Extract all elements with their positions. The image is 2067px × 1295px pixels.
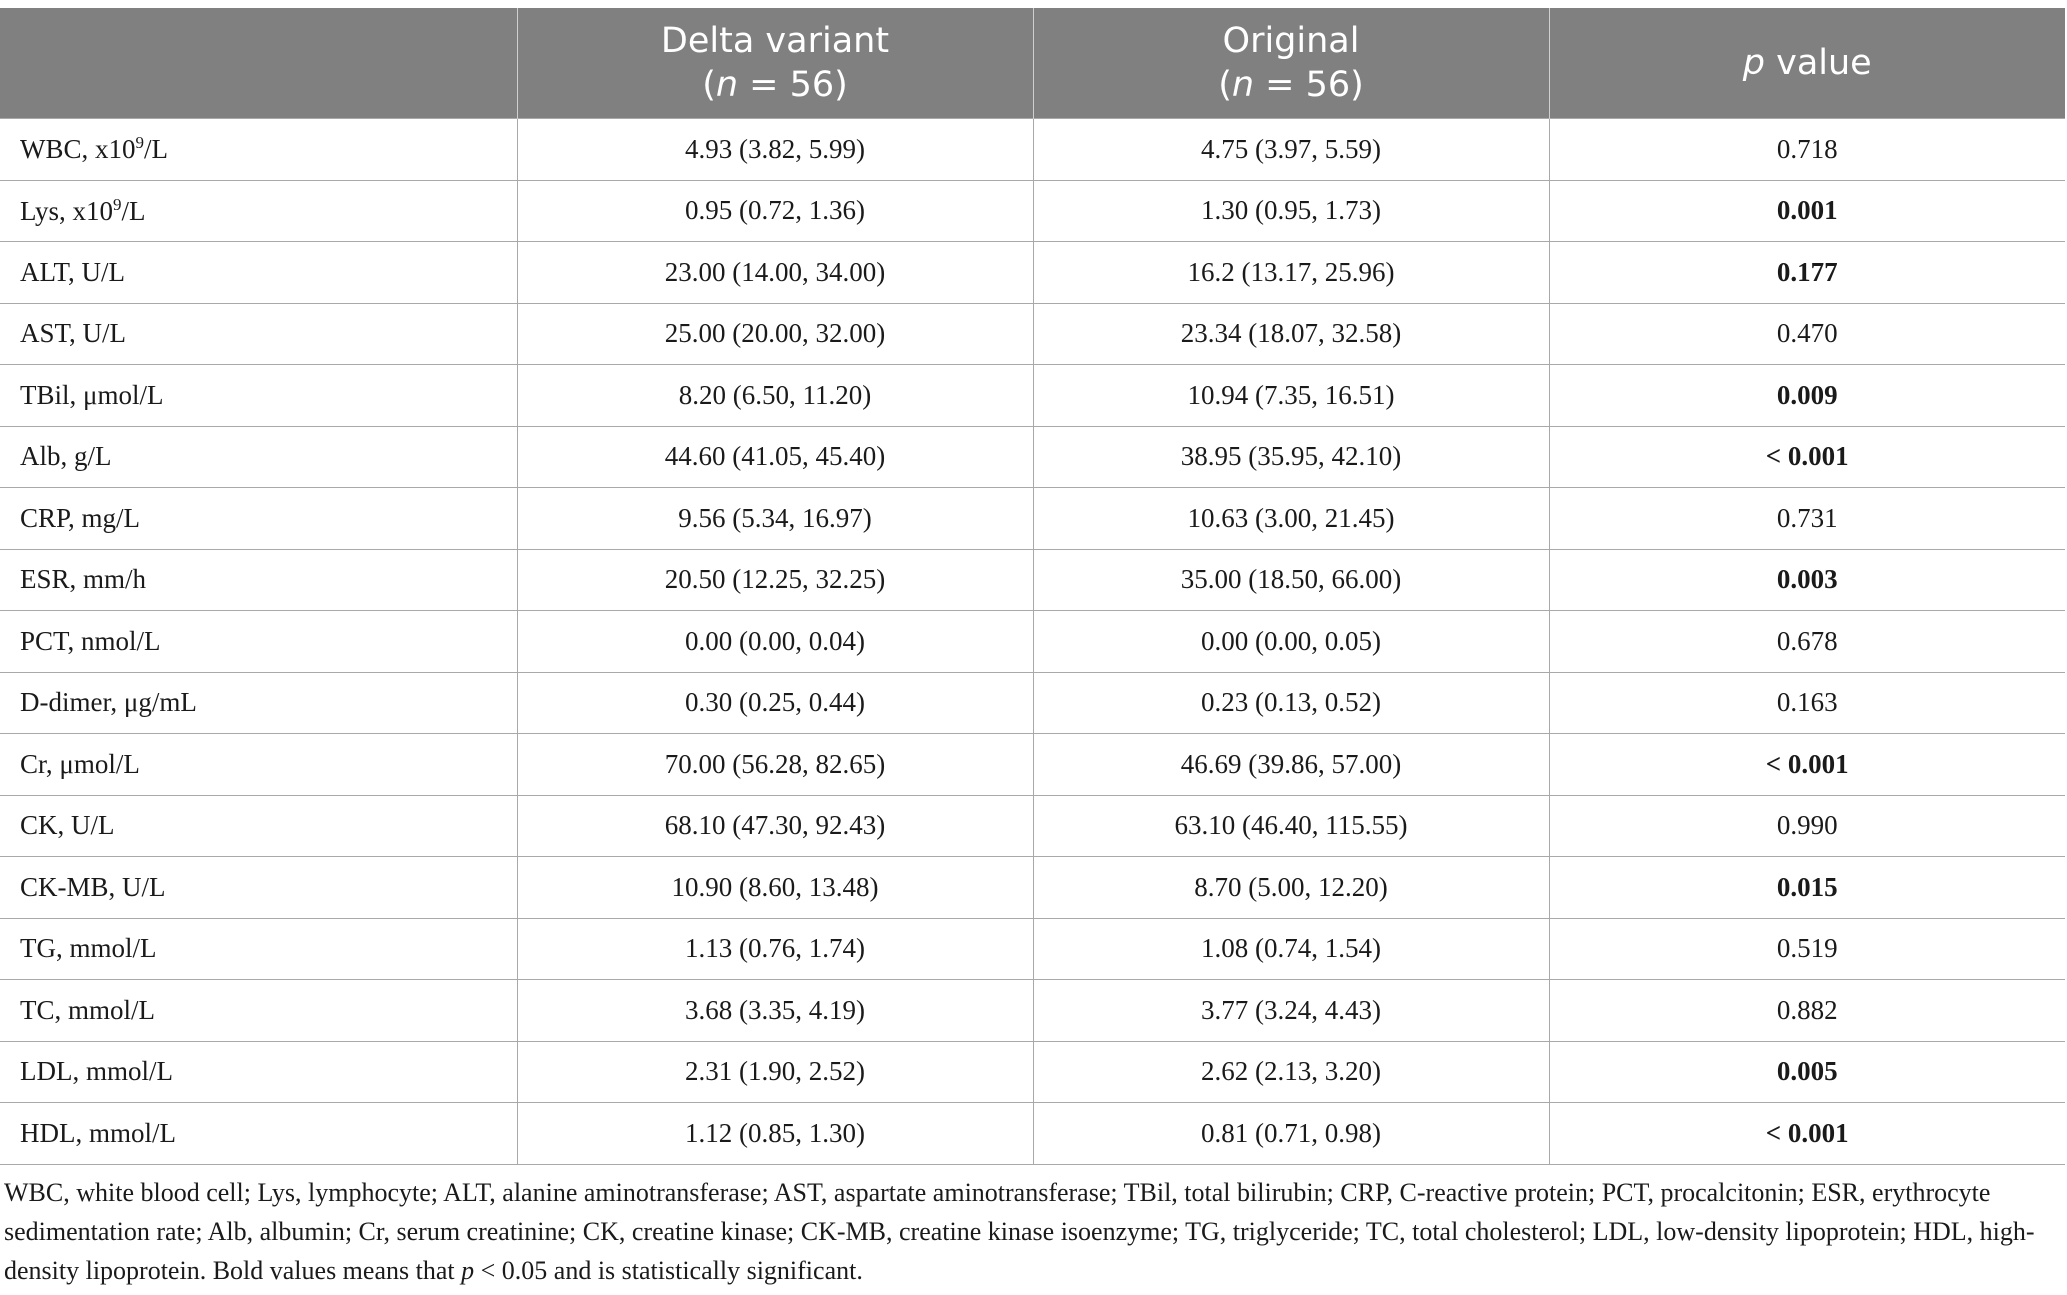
table-row xyxy=(0,1103,2065,1165)
header-delta-label: Delta variant xyxy=(660,21,890,61)
cell-delta-variant: 2.31 (1.90, 2.52) xyxy=(517,1041,1033,1103)
cell-p-value: 0.718 xyxy=(1549,119,2065,181)
cell-original: 0.23 (0.13, 0.52) xyxy=(1033,672,1549,734)
cell-delta-variant: 0.95 (0.72, 1.36) xyxy=(517,180,1033,242)
cell-original: 35.00 (18.50, 66.00) xyxy=(1033,549,1549,611)
row-label: HDL, mmol/L xyxy=(0,1103,517,1165)
table-row xyxy=(0,119,2065,181)
table-footnote: WBC, white blood cell; Lys, lymphocyte; ALT, alanine aminotransferase; AST, aspartate aminotransferase; TBil, total bilirubin; CRP, C-reactive protein; PCT, procalcitonin; ESR, erythrocyte sedimentation rate; Alb, albumin; Cr, serum creatinine; CK, creatine kinase; CK-MB, creatine kinase isoenzyme; TG, triglyceride; TC, total cholesterol; LDL, low-density lipoprotein; HDL, high-density lipoprotein. Bold values means that p < 0.05 and is statistically significant. xyxy=(4,1177,2035,1285)
cell-p-value: 0.470 xyxy=(1549,303,2065,365)
table-row xyxy=(0,549,2065,611)
cell-p-value: 0.163 xyxy=(1549,672,2065,734)
row-label: Lys, $x10^9/L$ xyxy=(0,180,517,242)
cell-delta-variant: 8.20 (6.50, 11.20) xyxy=(517,365,1033,427)
table-figure xyxy=(0,8,2067,1290)
cell-p-value: 0.678 xyxy=(1549,611,2065,673)
table-row xyxy=(0,303,2065,365)
cell-delta-variant: 10.90 (8.60, 13.48) xyxy=(517,857,1033,919)
cell-p-value: 0.177 xyxy=(1549,242,2065,304)
table-row xyxy=(0,672,2065,734)
row-label: ALT, U/L xyxy=(0,242,517,304)
cell-original: 16.2 (13.17, 25.96) xyxy=(1033,242,1549,304)
table-row xyxy=(0,857,2065,919)
table-row xyxy=(0,426,2065,488)
cell-delta-variant: 0.00 (0.00, 0.04) xyxy=(517,611,1033,673)
row-label: Alb, g/L xyxy=(0,426,517,488)
cell-delta-variant: 20.50 (12.25, 32.25) xyxy=(517,549,1033,611)
table-row xyxy=(0,1041,2065,1103)
cell-p-value: 0.005 xyxy=(1549,1041,2065,1103)
cell-original: 10.94 (7.35, 16.51) xyxy=(1033,365,1549,427)
row-label: CRP, mg/L xyxy=(0,488,517,550)
cell-original: 4.75 (3.97, 5.59) xyxy=(1033,119,1549,181)
lab-results-table xyxy=(0,8,2065,1165)
cell-p-value: 0.009 xyxy=(1549,365,2065,427)
row-label: CK-MB, U/L xyxy=(0,857,517,919)
cell-p-value: 0.001 xyxy=(1549,180,2065,242)
cell-delta-variant: 44.60 (41.05, 45.40) xyxy=(517,426,1033,488)
cell-p-value: 0.519 xyxy=(1549,918,2065,980)
cell-delta-variant: 23.00 (14.00, 34.00) xyxy=(517,242,1033,304)
table-row xyxy=(0,795,2065,857)
cell-p-value: < 0.001 xyxy=(1549,426,2065,488)
row-label: AST, U/L xyxy=(0,303,517,365)
header-empty-cell xyxy=(0,8,517,119)
cell-p-value: < 0.001 xyxy=(1549,734,2065,796)
cell-delta-variant: 1.12 (0.85, 1.30) xyxy=(517,1103,1033,1165)
cell-p-value: 0.990 xyxy=(1549,795,2065,857)
header-delta-n: (n = 56) xyxy=(702,65,848,105)
cell-original: 63.10 (46.40, 115.55) xyxy=(1033,795,1549,857)
row-label: LDL, mmol/L xyxy=(0,1041,517,1103)
table-row xyxy=(0,365,2065,427)
table-row xyxy=(0,488,2065,550)
cell-p-value: 0.015 xyxy=(1549,857,2065,919)
cell-original: 1.08 (0.74, 1.54) xyxy=(1033,918,1549,980)
cell-delta-variant: 70.00 (56.28, 82.65) xyxy=(517,734,1033,796)
cell-delta-variant: 9.56 (5.34, 16.97) xyxy=(517,488,1033,550)
cell-original: 38.95 (35.95, 42.10) xyxy=(1033,426,1549,488)
header-p-value: p value xyxy=(1549,8,2065,119)
table-row xyxy=(0,918,2065,980)
row-label: CK, U/L xyxy=(0,795,517,857)
cell-delta-variant: 68.10 (47.30, 92.43) xyxy=(517,795,1033,857)
table-row xyxy=(0,180,2065,242)
cell-original: 10.63 (3.00, 21.45) xyxy=(1033,488,1549,550)
header-original-n: (n = 56) xyxy=(1218,65,1364,105)
cell-delta-variant: 4.93 (3.82, 5.99) xyxy=(517,119,1033,181)
cell-p-value: 0.882 xyxy=(1549,980,2065,1042)
cell-original: 1.30 (0.95, 1.73) xyxy=(1033,180,1549,242)
cell-delta-variant: 0.30 (0.25, 0.44) xyxy=(517,672,1033,734)
table-header-row xyxy=(0,8,2065,119)
cell-original: 8.70 (5.00, 12.20) xyxy=(1033,857,1549,919)
table-row xyxy=(0,734,2065,796)
table-row xyxy=(0,980,2065,1042)
row-label: Cr, μmol/L xyxy=(0,734,517,796)
cell-original: 0.00 (0.00, 0.05) xyxy=(1033,611,1549,673)
row-label: TBil, μmol/L xyxy=(0,365,517,427)
row-label: TG, mmol/L xyxy=(0,918,517,980)
row-label: WBC, $x10^9/L$ xyxy=(0,119,517,181)
header-original xyxy=(1033,8,1549,119)
cell-delta-variant: 3.68 (3.35, 4.19) xyxy=(517,980,1033,1042)
cell-original: 2.62 (2.13, 3.20) xyxy=(1033,1041,1549,1103)
header-original-label: Original xyxy=(1222,21,1360,61)
cell-original: 23.34 (18.07, 32.58) xyxy=(1033,303,1549,365)
cell-delta-variant: 1.13 (0.76, 1.74) xyxy=(517,918,1033,980)
cell-p-value: 0.731 xyxy=(1549,488,2065,550)
cell-delta-variant: 25.00 (20.00, 32.00) xyxy=(517,303,1033,365)
cell-original: 46.69 (39.86, 57.00) xyxy=(1033,734,1549,796)
cell-original: 3.77 (3.24, 4.43) xyxy=(1033,980,1549,1042)
table-row xyxy=(0,611,2065,673)
table-body xyxy=(0,119,2065,1165)
header-delta-variant xyxy=(517,8,1033,119)
row-label: TC, mmol/L xyxy=(0,980,517,1042)
cell-p-value: < 0.001 xyxy=(1549,1103,2065,1165)
row-label: D-dimer, μg/mL xyxy=(0,672,517,734)
cell-p-value: 0.003 xyxy=(1549,549,2065,611)
table-row xyxy=(0,242,2065,304)
row-label: PCT, nmol/L xyxy=(0,611,517,673)
cell-original: 0.81 (0.71, 0.98) xyxy=(1033,1103,1549,1165)
row-label: ESR, mm/h xyxy=(0,549,517,611)
